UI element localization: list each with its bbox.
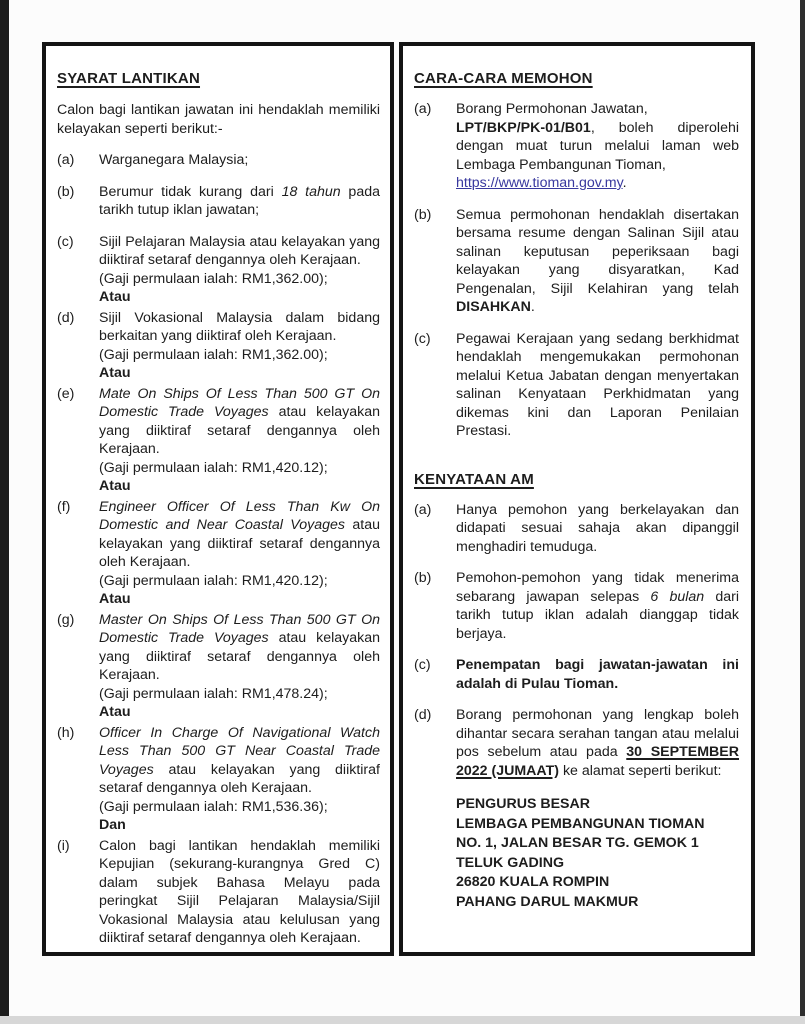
item-letter-label: (c) <box>414 330 431 347</box>
address-line: PENGURUS BESAR <box>456 796 591 812</box>
syarat-intro-text: Calon bagi lantikan jawatan ini hendaklah memiliki kelayakan seperti berikut:- <box>57 102 380 137</box>
tioman-website-link[interactable]: https://www.tioman.gov.my <box>456 175 623 191</box>
document-page <box>42 42 755 956</box>
cara-item-list <box>414 100 739 441</box>
syarat-item-f <box>57 498 380 609</box>
cara-item-c <box>414 330 739 441</box>
kenyataan-item-c <box>414 656 739 693</box>
item-text <box>456 206 739 317</box>
item-text <box>99 837 380 948</box>
syarat-item-h <box>57 724 380 835</box>
item-letter-label: (b) <box>414 206 432 223</box>
item-text <box>99 183 380 220</box>
text-segment: Semua permohonan hendaklah disertakan bersama resume dengan Salinan Sijil atau salinan keputusan peperiksaan bagi kelayakan yang disyaratkan, Kad Pengenalan, Sijil Kelahiran yang telah <box>456 206 739 297</box>
address-line: LEMBAGA PEMBANGUNAN TIOMAN <box>456 815 705 832</box>
text-segment: (Gaji permulaan ialah: RM1,362.00); <box>99 346 328 363</box>
item-letter-label: (f) <box>57 498 71 515</box>
text-segment: (Gaji permulaan ialah: RM1,362.00); <box>99 270 328 287</box>
item-text <box>99 233 380 307</box>
syarat-item-c <box>57 233 380 307</box>
address-line: TELUK GADING <box>456 854 564 871</box>
address-line: NO. 1, JALAN BESAR TG. GEMOK 1 <box>456 835 699 851</box>
text-segment: (Gaji permulaan ialah: RM1,536.36); <box>99 798 328 815</box>
item-letter-label: (d) <box>414 707 432 723</box>
item-text <box>456 706 739 780</box>
text-segment: 6 bulan <box>650 588 705 605</box>
text-segment: Atau <box>99 478 131 494</box>
item-text <box>99 724 380 835</box>
item-text <box>456 100 739 193</box>
text-segment: Atau <box>99 289 131 305</box>
kenyataan-item-b <box>414 569 739 643</box>
text-segment: Pegawai Kerajaan yang sedang berkhidmat hendaklah mengemukakan permohonan melalui Ketua Jabatan dengan menyertakan salinan Kenyataan Perkhidmatan yang dikemas kini dan Laporan Penilaian Prestasi. <box>456 330 739 439</box>
text-segment: LPT/BKP/PK-01/B01 <box>456 119 591 136</box>
item-letter-label: (e) <box>57 385 75 402</box>
item-text <box>456 656 739 693</box>
text-segment: Pemohon-pemohon yang tidak menerima sebarang jawapan selepas <box>456 570 739 605</box>
item-letter-label: (a) <box>414 501 432 518</box>
mailing-address-block <box>456 795 739 912</box>
text-segment: (Gaji permulaan ialah: RM1,478.24); <box>99 685 328 702</box>
item-text <box>99 385 380 496</box>
address-line: 26820 KUALA ROMPIN <box>456 874 610 890</box>
kenyataan-am-heading: KENYATAAN AM <box>414 470 534 488</box>
text-segment: Atau <box>99 591 131 607</box>
text-segment: , boleh diperolehi dengan muat turun melalui laman web Lembaga Pembangunan Tioman, <box>456 119 739 173</box>
text-segment: Hanya pemohon yang berkelayakan dan didapati sesuai sahaja akan dipanggil menghadiri temuduga. <box>456 501 739 555</box>
item-letter-label: (g) <box>57 611 75 628</box>
text-segment: dari tarikh tutup iklan adalah dianggap tidak berjaya. <box>456 588 739 642</box>
text-segment: Master On Ships Of Less Than 500 GT On Domestic Trade Voyages <box>99 611 380 646</box>
text-segment: pada tarikh tutup iklan jawatan; <box>99 183 380 218</box>
text-segment: atau kelayakan yang diiktiraf setaraf dengannya oleh Kerajaan. <box>99 404 380 457</box>
item-letter-label: (c) <box>57 233 74 250</box>
cara-memohon-heading: CARA-CARA MEMOHON <box>414 70 593 87</box>
item-letter-label: (c) <box>414 657 431 673</box>
photo-edge-left <box>0 0 9 1024</box>
text-segment: atau kelayakan yang diiktiraf setaraf dengannya oleh Kerajaan. <box>99 517 380 570</box>
section-syarat-lantikan <box>42 42 394 956</box>
syarat-item-i <box>57 837 380 948</box>
item-letter-label: (a) <box>57 152 75 168</box>
item-text <box>456 501 739 557</box>
item-text <box>456 330 739 441</box>
cara-item-b <box>414 206 739 317</box>
text-segment: (Gaji permulaan ialah: RM1,420.12); <box>99 459 328 476</box>
item-text <box>99 151 380 170</box>
text-segment: Penempatan bagi jawatan-jawatan ini adalah di Pulau Tioman. <box>456 657 739 692</box>
syarat-lantikan-heading: SYARAT LANTIKAN <box>57 70 201 87</box>
text-segment: Dan <box>99 817 126 833</box>
text-segment: DISAHKAN <box>456 299 531 315</box>
text-segment: 18 tahun <box>281 183 341 200</box>
syarat-item-b <box>57 183 380 220</box>
text-segment: ke alamat seperti berikut: <box>559 762 722 779</box>
item-letter-label: (i) <box>57 837 70 854</box>
text-segment: (Gaji permulaan ialah: RM1,420.12); <box>99 572 328 589</box>
text-segment: atau kelayakan yang diiktiraf setaraf dengannya oleh Kerajaan. <box>99 761 380 796</box>
text-segment: Engineer Officer Of Less Than Kw On Domestic and Near Coastal Voyages <box>99 498 380 533</box>
text-segment: . <box>622 175 627 191</box>
text-segment: Warganegara Malaysia; <box>99 152 249 168</box>
syarat-item-e <box>57 385 380 496</box>
text-segment: 30 SEPTEMBER 2022 (JUMAAT) <box>456 744 740 779</box>
text-segment: Officer In Charge Of Navigational Watch Less Than 500 GT Near Coastal Trade Voyages <box>99 724 380 778</box>
text-segment: Borang Permohonan Jawatan, <box>456 101 648 117</box>
syarat-item-g <box>57 611 380 722</box>
item-letter-label: (a) <box>414 101 432 117</box>
text-segment: Mate On Ships Of Less Than 500 GT On Domestic Trade Voyages <box>99 385 380 420</box>
item-text <box>456 569 739 643</box>
item-text <box>99 309 380 383</box>
section-cara-memohon <box>399 42 755 956</box>
syarat-item-list <box>57 151 380 948</box>
syarat-item-d <box>57 309 380 383</box>
text-segment: Atau <box>99 365 131 381</box>
text-segment: Calon bagi lantikan hendaklah memiliki Kepujian (sekurang-kurangnya Gred C) dalam subjek Bahasa Melayu pada peringkat Sijil Pelajaran Malaysia/Sijil Vokasional Malaysia atau kelulusan yang diiktiraf setaraf dengannya oleh Kerajaan. <box>99 837 380 946</box>
cara-item-a <box>414 100 739 193</box>
text-segment: Berumur tidak kurang dari <box>99 183 282 200</box>
text-segment: Atau <box>99 704 131 720</box>
kenyataan-item-d <box>414 706 739 780</box>
text-segment: atau kelayakan yang diiktiraf setaraf dengannya oleh Kerajaan. <box>99 630 380 683</box>
syarat-item-a <box>57 151 380 170</box>
item-letter-label: (h) <box>57 724 75 741</box>
text-segment: Sijil Vokasional Malaysia dalam bidang berkaitan yang diiktiraf oleh Kerajaan. <box>99 309 380 344</box>
text-segment: Sijil Pelajaran Malaysia atau kelayakan yang diiktiraf setaraf dengannya oleh Kerajaan. <box>99 233 380 268</box>
item-text <box>99 498 380 609</box>
text-segment: . <box>530 299 535 315</box>
photo-edge-right <box>800 0 805 1024</box>
item-text <box>99 611 380 722</box>
address-line: PAHANG DARUL MAKMUR <box>456 893 639 910</box>
item-letter-label: (b) <box>414 570 432 586</box>
kenyataan-item-list <box>414 501 739 781</box>
item-letter-label: (b) <box>57 183 75 200</box>
text-segment: Borang permohonan yang lengkap boleh dihantar secara serahan tangan atau melalui pos sebelum atau pada <box>456 707 739 760</box>
item-letter-label: (d) <box>57 309 75 326</box>
kenyataan-item-a <box>414 501 739 557</box>
photo-edge-bottom <box>0 1016 805 1024</box>
